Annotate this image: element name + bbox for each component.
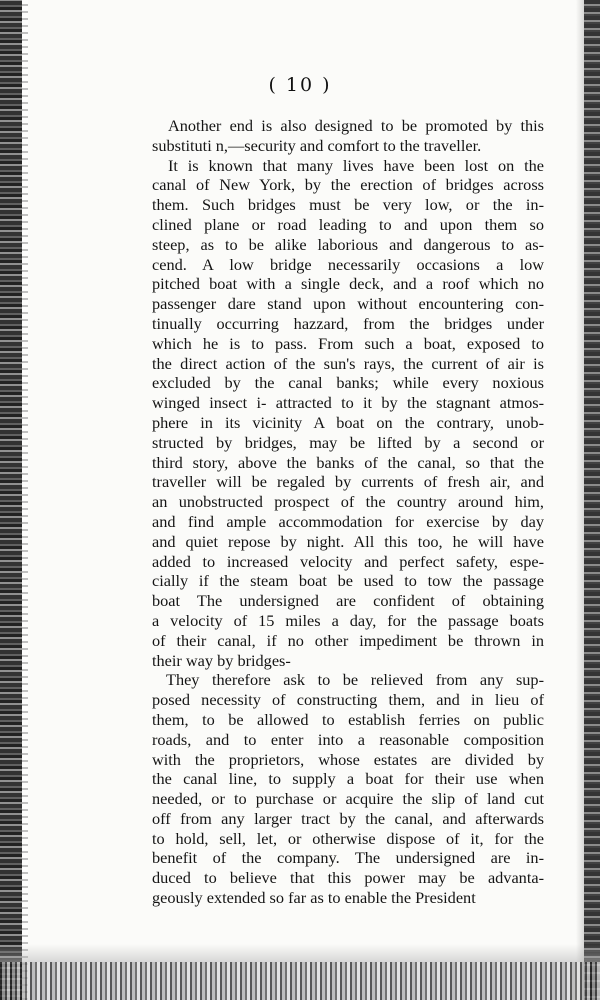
text-line: the direct action of the sun's rays, the current of air is [152,353,544,373]
text-line: It is known that many lives have been lost on the [168,155,544,175]
text-line: and find ample accommodation for exercise by day [152,511,544,531]
text-line: their way by bridges- [152,650,291,670]
text-line: boat The undersigned are confident of obtaining [152,591,544,611]
text-line: which he is to pass. From such a boat, exposed to [152,333,544,353]
text-line: winged insect i- attracted to it by the stagnant atmos- [152,393,544,413]
text-line: geously extended so far as to enable the President [152,888,476,908]
paragraph [152,156,544,671]
body-text [152,116,544,908]
text-line: traveller will be regaled by currents of fresh air, and [152,472,544,492]
text-line: added to increased velocity and perfect safety, espe- [152,551,544,571]
text-line: them. Such bridges must be very low, or the in- [152,195,544,215]
text-line: to hold, sell, let, or otherwise dispose of it, for the [152,828,544,848]
text-line: them, to be allowed to establish ferries on public [152,709,544,729]
text-line: a velocity of 15 miles a day, for the passage boats [152,610,544,630]
text-line: with the proprietors, whose estates are divided by [152,749,544,769]
text-line: cend. A low bridge necessarily occasions a low [152,254,544,274]
text-line: duced to believe that this power may be advanta- [152,868,544,888]
page-edge-shadow-right [576,0,584,1000]
paragraph [152,670,544,908]
text-line: posed necessity of constructing them, and in lieu of [152,690,544,710]
text-line: passenger dare stand upon without encountering con- [152,294,544,314]
text-line: structed by bridges, may be lifted by a second or [152,432,544,452]
binding-edge-bottom [0,962,600,1000]
text-line: tinually occurring hazzard, from the bridges under [152,313,544,333]
text-line: needed, or to purchase or acquire the slip of land cut [152,789,544,809]
text-line: cially if the steam boat be used to tow the passage [152,571,544,591]
text-line: pitched boat with a single deck, and a roof which no [152,274,544,294]
binding-edge-left-inner [22,0,28,1000]
page-bottom-shadow [0,944,600,962]
text-line: roads, and to enter into a reasonable composition [152,729,544,749]
text-line: canal of New York, by the erection of bridges across [152,175,544,195]
text-line: the canal line, to supply a boat for their use when [152,769,544,789]
text-line: third story, above the banks of the canal, so that the [152,452,544,472]
text-line: and quiet repose by night. All this too, he will have [152,531,544,551]
binding-edge-right [584,0,600,1000]
text-line: benefit of the company. The undersigned are in- [152,848,544,868]
paragraph [152,116,544,156]
text-line: of their canal, if no other impediment be thrown in [152,630,544,650]
text-line: steep, as to be alike laborious and dangerous to as- [152,234,544,254]
text-line: an unobstructed prospect of the country around him, [152,492,544,512]
text-line: Another end is also designed to be promoted by this [168,116,544,135]
text-line: They therefore ask to be relieved from any sup- [166,670,544,690]
binding-edge-left [0,0,22,1000]
text-line: phere in its vicinity A boat on the contrary, unob- [152,412,544,432]
text-line: off from any larger tract by the canal, and afterwards [152,808,544,828]
page-number: ( 10 ) [268,74,332,96]
text-line: substituti n,—security and comfort to the traveller. [152,135,482,155]
text-line: clined plane or road leading to and upon them so [152,214,544,234]
text-line: excluded by the canal banks; while every noxious [152,373,544,393]
